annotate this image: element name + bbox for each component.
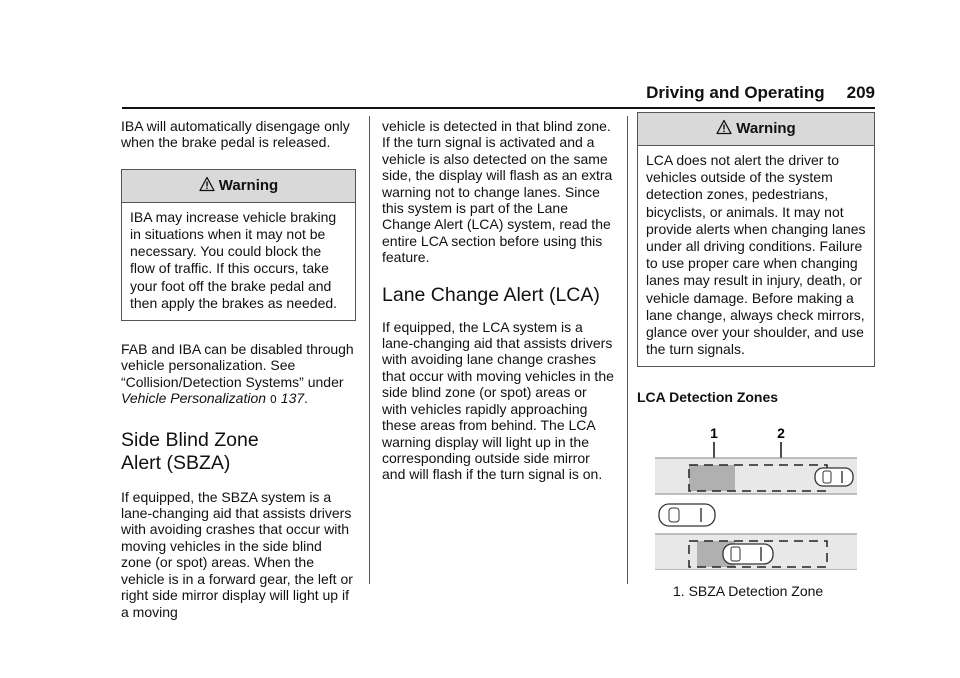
lca-heading: Lane Change Alert (LCA): [382, 283, 600, 306]
column-divider-1: [369, 116, 370, 584]
sbza-heading: [121, 429, 356, 475]
header-rule: [122, 107, 875, 109]
diagram-caption: 1. SBZA Detection Zone: [673, 583, 824, 600]
subject-car-icon: [659, 504, 715, 526]
lca-detection-zones-diagram: [637, 420, 875, 570]
warning-header: [638, 113, 874, 146]
approaching-car-icon: [815, 468, 853, 486]
page-number: 209: [846, 83, 875, 102]
zone-label-1: 1: [710, 424, 718, 441]
disable-text-main: FAB and IBA can be disabled through vehicle personalization. See “Collision/Detection Systems” under: [121, 341, 354, 390]
iba-warning-box: [121, 169, 356, 321]
sentence-end: .: [304, 390, 309, 407]
disable-text: [121, 341, 356, 409]
warning-title: Warning: [218, 176, 279, 194]
warning-body: IBA may increase vehicle braking in situations when it may not be necessary. You could block the flow of traffic. If this occurs, take your foot off the brake pedal and then apply the brakes as needed.: [130, 208, 338, 311]
sbza-heading-line1: Side Blind Zone: [121, 428, 259, 451]
vehicle-personalization-link[interactable]: Vehicle Personalization: [121, 390, 267, 407]
warning-header: [122, 170, 355, 203]
sbza-continuation: vehicle is detected in that blind zone. If the turn signal is activated and a vehicle is also detected on the same side, the display will flash as an extra warning not to change lanes. Since this system is part of the Lane Change Alert (LCA) system, read the entire LCA section before using this feature.: [382, 118, 613, 266]
section-title: Driving and Operating: [646, 83, 825, 102]
column-1: [121, 118, 356, 620]
lca-description: If equipped, the LCA system is a lane-changing aid that assists drivers with avoiding lane change crashes that occur with moving vehicles in the side blind zone (or spot) areas or with vehicles rapidly approaching these areas from behind. The LCA warning display will light up in the corresponding outside side mirror and will flash if the turn signal is on.: [382, 318, 614, 483]
warning-triangle-icon: [716, 119, 732, 135]
warning-triangle-icon: [199, 176, 215, 192]
lca-warning-box: [637, 112, 875, 367]
column-2: [382, 118, 614, 483]
sbza-description: If equipped, the SBZA system is a lane-changing aid that assists drivers with avoiding crashes that occur with moving vehicles in the side blind zone (or spot) areas. When the vehicle is in a forward gear, the left or right side mirror display will light up if a moving: [121, 488, 353, 620]
lca-zones-subhead: LCA Detection Zones: [637, 389, 779, 406]
column-3: [637, 112, 875, 600]
zone-label-2: 2: [777, 424, 785, 441]
page-header: [0, 83, 875, 103]
page-reference-icon: 0: [269, 393, 277, 407]
column-divider-2: [627, 116, 628, 584]
warning-body: LCA does not alert the driver to vehicles outside of the system detection zones, pedestrians, bicyclists, or animals. It may not provide alerts when changing lanes under all driving conditions. Failure to use proper care when changing lanes may result in injury, death, or vehicle damage. Before making a lane change, always check mirrors, glance over your shoulder, and use the turn signals.: [646, 152, 866, 358]
sbza-heading-line2: Alert (SBZA): [121, 451, 231, 474]
sbza-zone-top: [689, 465, 735, 491]
reference-page[interactable]: 137: [280, 390, 305, 407]
iba-disengage-text: IBA will automatically disengage only when the brake pedal is released.: [121, 118, 350, 151]
adjacent-car-icon: [723, 544, 773, 564]
warning-title: Warning: [736, 120, 796, 137]
